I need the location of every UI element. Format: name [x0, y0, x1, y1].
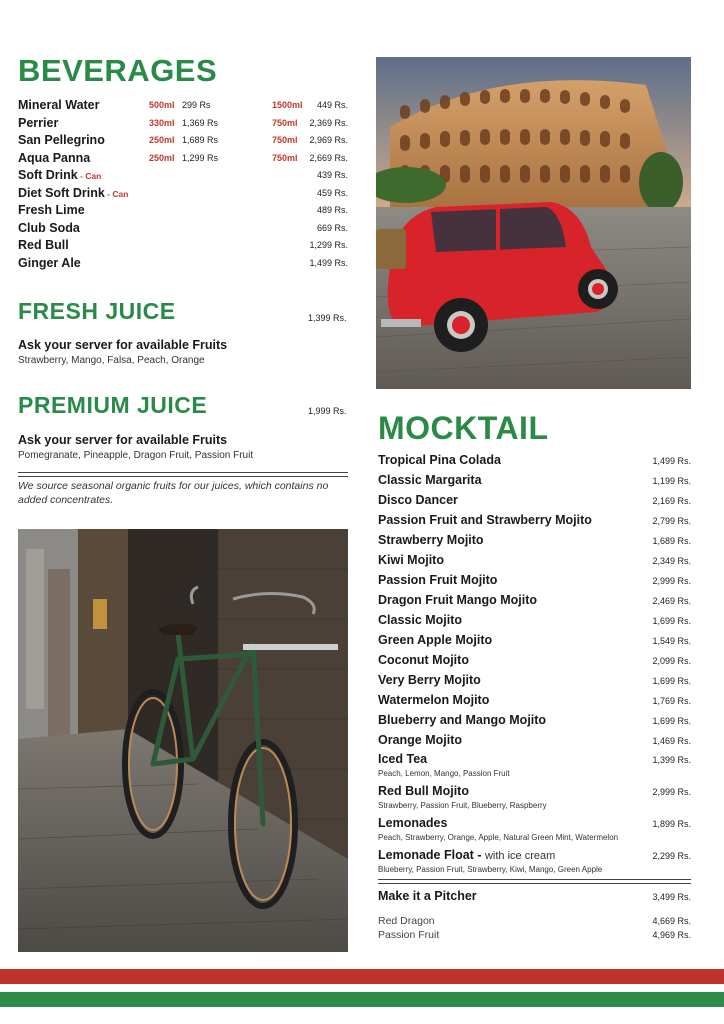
mocktail-price: 1,549 Rs. — [652, 636, 691, 646]
beverage-name: Diet Soft Drink - Can — [18, 185, 129, 200]
beverage-item — [18, 220, 348, 237]
mocktail-price: 1,699 Rs. — [652, 616, 691, 626]
mocktail-name: Lemonade Float - with ice cream — [378, 848, 556, 862]
red-stripe — [0, 969, 724, 984]
mocktail-price: 1,769 Rs. — [652, 696, 691, 706]
beverage-size-large: 750ml — [272, 152, 298, 163]
premium-juice-price: 1,999 Rs. — [308, 406, 347, 416]
mocktail-price: 2,999 Rs. — [652, 787, 691, 797]
beverage-price: 449 Rs. — [316, 100, 348, 110]
mocktail-description: Peach, Lemon, Mango, Passion Fruit — [378, 769, 510, 778]
mocktail-price: 1,689 Rs. — [652, 536, 691, 546]
beverage-name: Perrier — [18, 115, 59, 130]
beverage-price: 2,969 Rs. — [309, 135, 348, 145]
mocktail-name: Kiwi Mojito — [378, 553, 444, 567]
pitcher-item-name: Red Dragon — [378, 915, 435, 927]
beverage-name: Club Soda — [18, 220, 80, 235]
beverage-item — [18, 167, 348, 184]
beverage-price: 1,299 Rs. — [309, 240, 348, 250]
beverage-price: 2,369 Rs. — [309, 117, 348, 128]
beverages-heading: BEVERAGES — [18, 53, 218, 88]
mocktail-name: Passion Fruit Mojito — [378, 573, 498, 587]
beverage-price: 459 Rs. — [316, 187, 348, 198]
beverage-item — [18, 115, 348, 132]
mocktail-price: 2,099 Rs. — [652, 656, 691, 666]
beverage-item — [18, 97, 348, 114]
pitcher-item — [378, 915, 691, 927]
mocktail-price: 2,349 Rs. — [652, 556, 691, 566]
beverage-size-large: 750ml — [272, 117, 298, 128]
pitcher-item-name: Passion Fruit — [378, 929, 440, 941]
mocktail-price: 1,899 Rs. — [652, 819, 691, 829]
mocktail-description: Peach, Strawberry, Orange, Apple, Natural Green Mint, Watermelon — [378, 833, 619, 842]
mocktail-price: 2,469 Rs. — [652, 596, 691, 606]
beverage-size-small: 250ml — [149, 152, 175, 163]
bicycle-alley-photo — [18, 529, 348, 952]
beverage-size-large: 750ml — [272, 135, 298, 145]
mocktail-price: 2,169 Rs. — [652, 496, 691, 506]
beverage-item — [18, 202, 348, 219]
mocktail-name: Classic Margarita — [378, 473, 482, 487]
beverage-name: Mineral Water — [18, 98, 100, 112]
beverage-size-large: 1500ml — [272, 100, 303, 110]
mocktail-name: Coconut Mojito — [378, 653, 469, 667]
beverage-price-small: 299 Rs — [182, 100, 211, 110]
mocktail-heading: MOCKTAIL — [378, 410, 549, 446]
beverage-size-small: 250ml — [149, 135, 175, 145]
beverage-price-small: 1,369 Rs — [182, 117, 219, 128]
pitcher-divider — [378, 879, 691, 884]
beverage-price: 2,669 Rs. — [309, 152, 348, 163]
mocktail-description: Blueberry, Passion Fruit, Strawberry, Kiwi, Mango, Green Apple — [378, 865, 603, 874]
beverage-price: 669 Rs. — [316, 222, 348, 233]
beverage-price-small: 1,689 Rs — [182, 135, 219, 145]
fresh-juice-ask: Ask your server for available Fruits — [18, 338, 228, 352]
mocktail-name: Blueberry and Mango Mojito — [378, 713, 547, 727]
mocktail-description: Strawberry, Passion Fruit, Blueberry, Raspberry — [378, 801, 547, 810]
fresh-juice-heading: FRESH JUICE — [18, 298, 176, 324]
beverage-size-small: 330ml — [149, 117, 175, 128]
green-stripe — [0, 992, 724, 1007]
white-stripe — [0, 984, 724, 992]
mocktail-price: 1,199 Rs. — [652, 476, 691, 486]
beverage-price: 1,499 Rs. — [309, 257, 348, 268]
beverage-name: Ginger Ale — [18, 255, 81, 270]
mocktail-name: Iced Tea — [378, 752, 428, 766]
mocktail-name: Watermelon Mojito — [378, 693, 490, 707]
premium-juice-fruits: Pomegranate, Pineapple, Dragon Fruit, Passion Fruit — [18, 450, 254, 461]
premium-juice-heading: PREMIUM JUICE — [18, 392, 208, 418]
beverage-price-small: 1,299 Rs — [182, 152, 219, 163]
juice-note: We source seasonal organic fruits for our juices, which contains no added concentrates. — [18, 480, 329, 506]
beverage-item — [18, 150, 348, 167]
mocktail-name: Dragon Fruit Mango Mojito — [378, 593, 538, 607]
premium-juice-ask: Ask your server for available Fruits — [18, 433, 228, 447]
fresh-juice-fruits: Strawberry, Mango, Falsa, Peach, Orange — [18, 355, 205, 366]
mocktail-name: Red Bull Mojito — [378, 784, 469, 798]
mocktail-name: Classic Mojito — [378, 613, 463, 627]
beverage-name: San Pellegrino — [18, 133, 105, 147]
mocktail-name: Passion Fruit and Strawberry Mojito — [378, 513, 592, 527]
juice-divider — [18, 472, 348, 477]
can-tag: - Can — [77, 171, 102, 181]
mocktail-name: Orange Mojito — [378, 733, 463, 747]
pitcher-item-price: 4,969 Rs. — [652, 930, 691, 940]
pitcher-item — [378, 929, 691, 941]
beverage-item — [18, 255, 348, 272]
mocktail-price: 2,799 Rs. — [652, 516, 691, 526]
beverage-price: 439 Rs. — [316, 170, 348, 180]
mocktail-name: Lemonades — [378, 816, 448, 830]
mocktail-name: Strawberry Mojito — [378, 533, 484, 547]
mocktail-suffix: with ice cream — [484, 850, 556, 862]
mocktail-price: 2,999 Rs. — [652, 576, 691, 586]
beverage-item — [18, 132, 348, 149]
beverage-price: 489 Rs. — [316, 205, 348, 215]
beverage-item — [18, 237, 348, 254]
beverage-name: Soft Drink - Can — [18, 168, 102, 182]
mocktail-price: 2,299 Rs. — [652, 851, 691, 861]
can-tag: - Can — [104, 188, 129, 199]
mocktail-name: Very Berry Mojito — [378, 673, 481, 687]
mocktail-name: Disco Dancer — [378, 493, 458, 507]
fresh-juice-price: 1,399 Rs. — [308, 313, 347, 323]
mocktail-name: Tropical Pina Colada — [378, 453, 501, 467]
beverage-name: Aqua Panna — [18, 150, 91, 165]
pitcher-label: Make it a Pitcher — [378, 889, 477, 903]
mocktail-price: 1,469 Rs. — [652, 736, 691, 746]
beverage-item — [18, 185, 348, 202]
mocktail-price: 1,499 Rs. — [652, 456, 691, 466]
mocktail-price: 1,399 Rs. — [652, 755, 691, 765]
pitcher-item-price: 4,669 Rs. — [652, 916, 691, 926]
mocktail-price: 1,699 Rs. — [652, 676, 691, 686]
pitcher-price: 3,499 Rs. — [652, 892, 691, 902]
colosseum-car-photo — [376, 57, 691, 389]
beverage-name: Red Bull — [18, 238, 69, 252]
beverage-size-small: 500ml — [149, 100, 175, 110]
mocktail-name: Green Apple Mojito — [378, 633, 493, 647]
beverage-name: Fresh Lime — [18, 203, 85, 217]
mocktail-price: 1,699 Rs. — [652, 716, 691, 726]
